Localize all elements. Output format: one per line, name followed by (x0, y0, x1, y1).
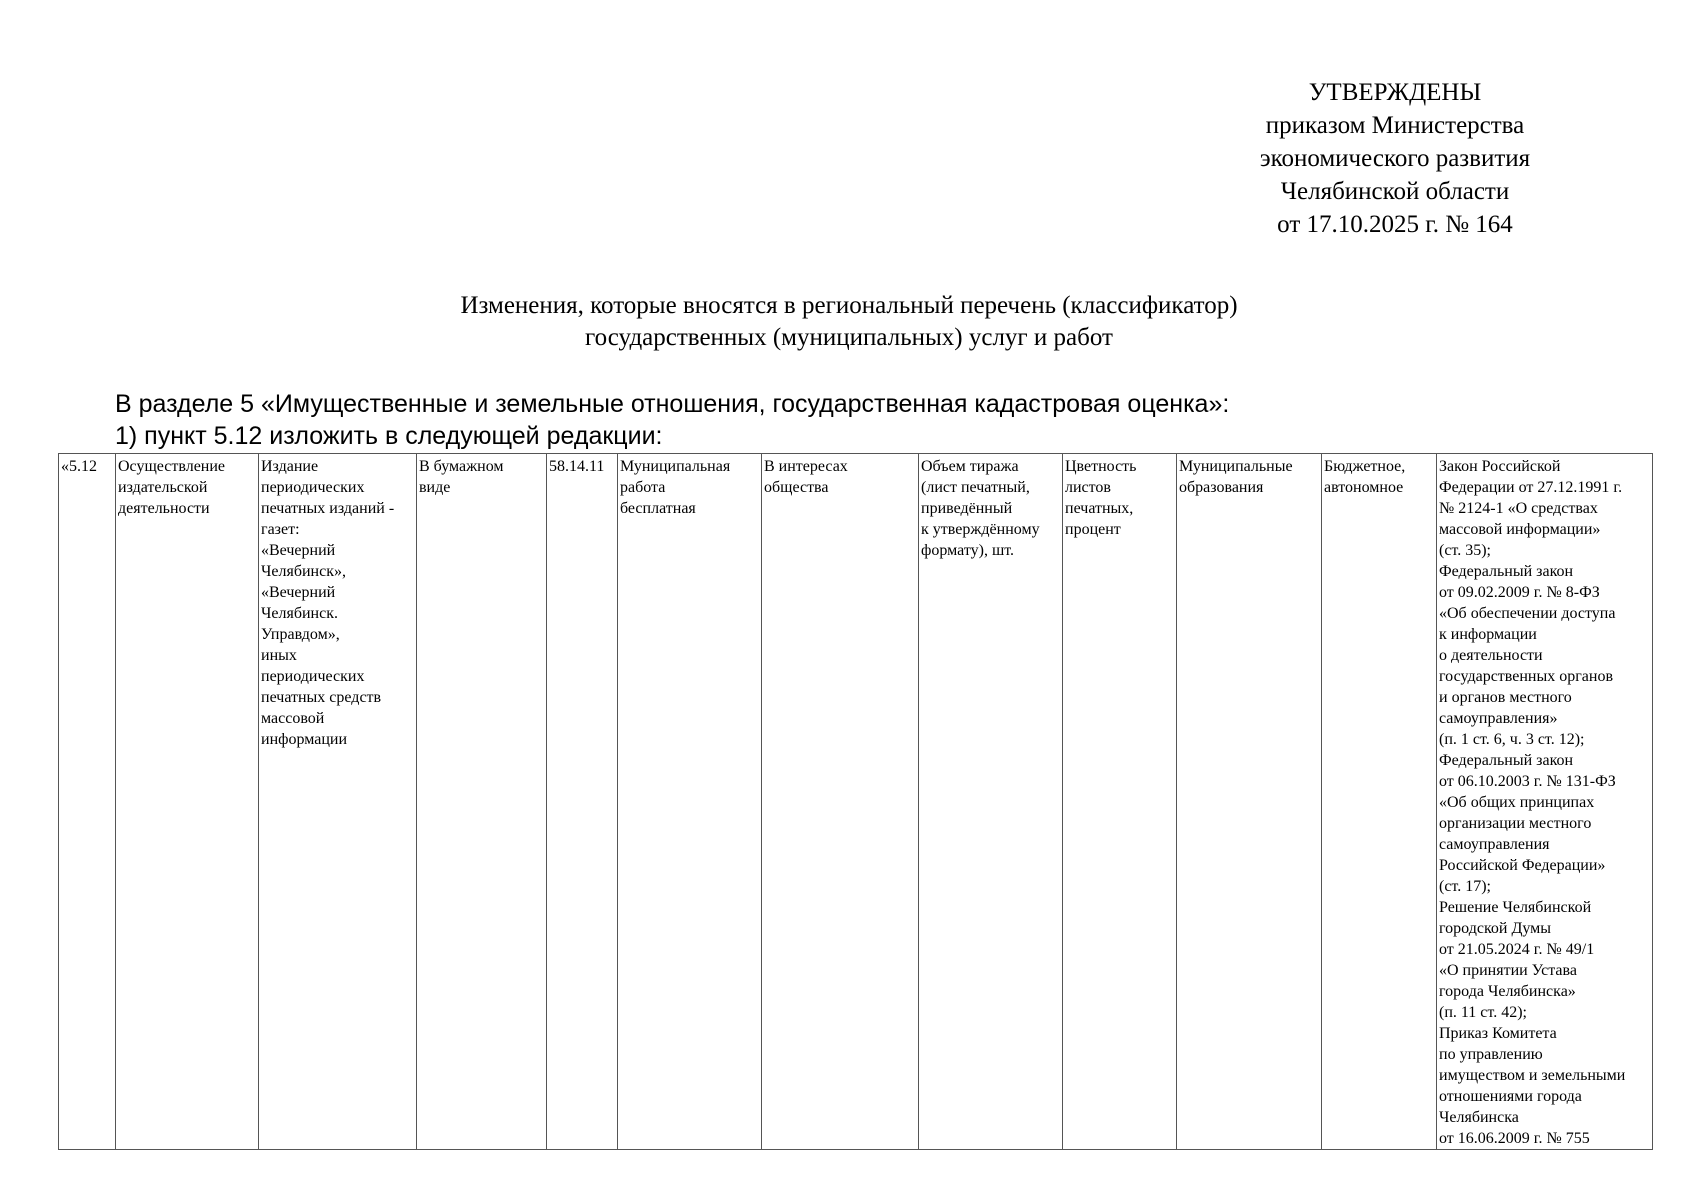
classifier-table (58, 453, 1653, 1150)
cell-legal-basis: Закон Российской Федерации от 27.12.1991 г. № 2124-1 «О средствах массовой информации» (ст. 35); Федеральный закон от 09.02.2009 г. № 8-ФЗ «Об обеспечении доступа к информации о деятельности государственных органов и органов местного самоуправления» (п. 1 ст. 6, ч. 3 ст. 12); Федеральный закон от 06.10.2003 г. № 131-ФЗ «Об общих принципах организации местного самоуправления Российской Федерации» (ст. 17); Решение Челябинской городской Думы от 21.05.2024 г. № 49/1 «О принятии Устава города Челябинска» (п. 11 ст. 42); Приказ Комитета по управлению имуществом и земельными отношениями города Челябинска от 16.06.2009 г. № 755 (1437, 454, 1653, 1150)
cell-service-name: Издание периодических печатных изданий - газет: «Вечерний Челябинск», «Вечерний Челябинск. Управдом», иных периодических печатных средств массовой информации (259, 454, 417, 1150)
document-title-line-2: государственных (муниципальных) услуг и работ (585, 324, 1113, 351)
table-row (59, 454, 1653, 1150)
item-instruction: 1) пункт 5.12 изложить в следующей редакции: (115, 422, 663, 450)
section-reference: В разделе 5 «Имущественные и земельные отношения, государственная кадастровая оценка»: (115, 390, 1230, 418)
approval-stamp (1180, 76, 1610, 241)
cell-form: В бумажном виде (417, 454, 547, 1150)
cell-okved: 58.14.11 (547, 454, 618, 1150)
cell-institution-type: Бюджетное, автономное (1322, 454, 1437, 1150)
cell-consumers: В интересах общества (762, 454, 919, 1150)
cell-volume-indicator: Объем тиража (лист печатный, приведённый к утверждённому формату), шт. (919, 454, 1063, 1150)
approval-heading: УТВЕРЖДЕНЫ (1308, 79, 1482, 106)
document-title (0, 290, 1698, 354)
cell-activity: Осуществление издательской деятельности (116, 454, 259, 1150)
approval-region-line: Челябинской области (1280, 178, 1510, 205)
approval-order-line: приказом Министерства (1265, 112, 1525, 139)
document-title-line-1: Изменения, которые вносятся в региональный перечень (классификатор) (460, 292, 1238, 319)
cell-level: Муниципальные образования (1177, 454, 1322, 1150)
approval-ministry-line: экономического развития (1259, 145, 1531, 172)
cell-quality-indicator: Цветность листов печатных, процент (1063, 454, 1177, 1150)
approval-date-number: от 17.10.2025 г. № 164 (1277, 211, 1513, 238)
cell-number: «5.12 (59, 454, 116, 1150)
cell-type: Муниципальная работа бесплатная (618, 454, 762, 1150)
